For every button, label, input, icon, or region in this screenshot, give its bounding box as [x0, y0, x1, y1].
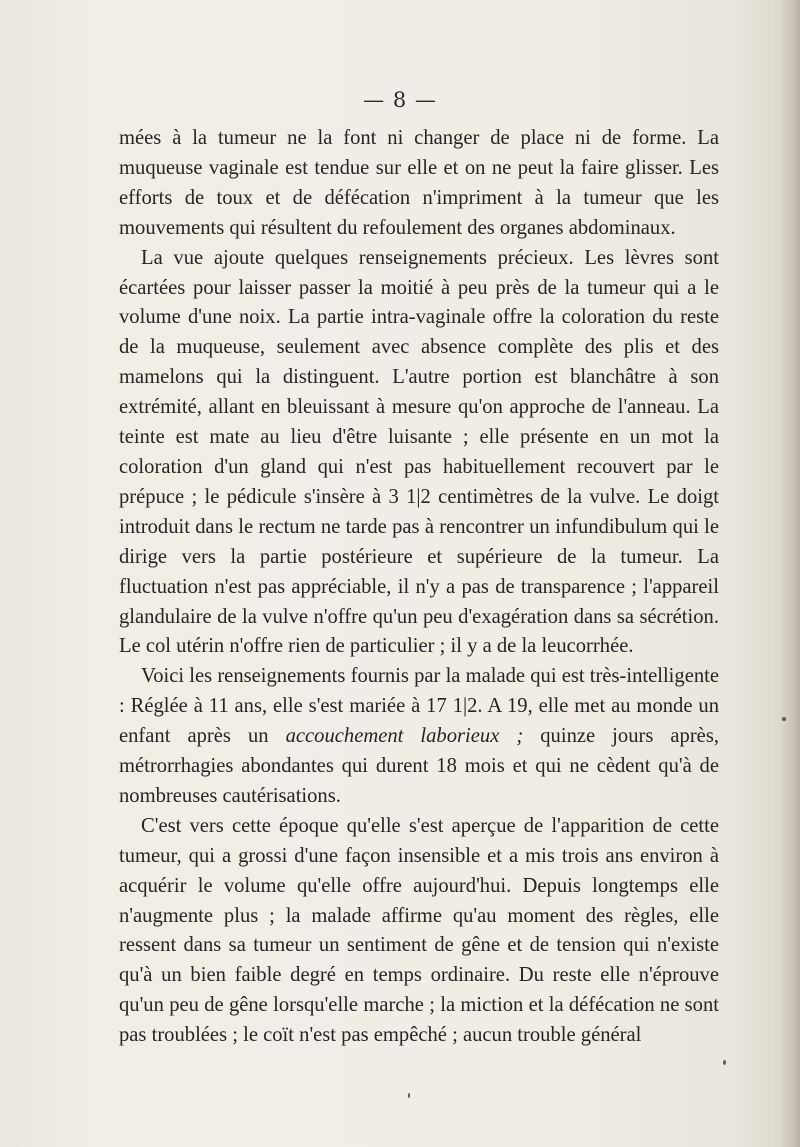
paragraph-3	[119, 662, 719, 812]
paragraph-4: C'est vers cette époque qu'elle s'est aperçue de l'apparition de cette tumeur, qui a grossi d'une façon insensible et a mis trois ans environ à acquérir le volume qu'elle offre aujourd'hui. Depuis longtemps elle n'augmente plus ; la malade affirme qu'au moment des règles, elle ressent dans sa tumeur un sentiment de gêne et de tension qui n'existe qu'à un bien faible degré en temps ordinaire. Du reste elle n'éprouve qu'un peu de gêne lorsqu'elle marche ; la miction et la défécation ne sont pas troublées ; le coït n'est pas empêché ; aucun trouble général	[119, 814, 719, 1047]
paragraph-3-text-before: Voici les renseignements fournis par la malade qui est très-intelligente : Réglée à 11 ans, elle s'est mariée à 17 1|2. A 19, elle met au monde un enfant après un	[119, 665, 719, 748]
paragraph-3-text-after: quinze jours après, métrorrhagies abondantes qui durent 18 mois et qui ne cèdent qu'à de nombreuses cautérisations.	[119, 725, 719, 807]
page-edge-shadow	[778, 0, 800, 1147]
paragraph-1: mées à la tumeur ne la font ni changer de place ni de forme. La muqueuse vaginale est tendue sur elle et on ne peut la faire glisser. Les efforts de toux et de défécation n'impriment à la tumeur que les mouvements qui résultent du refoulement des organes abdominaux.	[119, 127, 719, 239]
page-number: — 8 —	[363, 88, 437, 112]
print-speck	[408, 1093, 410, 1098]
paragraph-3-italic: accouchement laborieux ;	[285, 725, 524, 748]
print-speck	[723, 1060, 726, 1065]
paragraph-2: La vue ajoute quelques renseignements précieux. Les lèvres sont écartées pour laisser passer la moitié à peu près de la tumeur qui a le volume d'une noix. La partie intra-vaginale offre la coloration du reste de la muqueuse, seulement avec absence complète des plis et des mamelons qui la distinguent. L'autre portion est blanchâtre à son extrémité, allant en bleuissant à mesure qu'on approche de l'anneau. La teinte est mate au lieu d'être luisante ; elle présente en un mot la coloration d'un gland qui n'est pas habituellement recouvert par le prépuce ; le pédicule s'insère à 3 1|2 centimètres de la vulve. Le doigt introduit dans le rectum ne tarde pas à rencontrer un infundibulum qui le dirige vers la partie postérieure et supérieure de la tumeur. La fluctuation n'est pas appréciable, il n'y a pas de transparence ; l'appareil glandulaire de la vulve n'offre qu'un peu d'exagération dans sa sécrétion. Le col utérin n'offre rien de particulier ; il y a de la leucorrhée.	[119, 246, 719, 658]
print-speck	[782, 717, 786, 721]
body-text	[119, 124, 719, 1051]
